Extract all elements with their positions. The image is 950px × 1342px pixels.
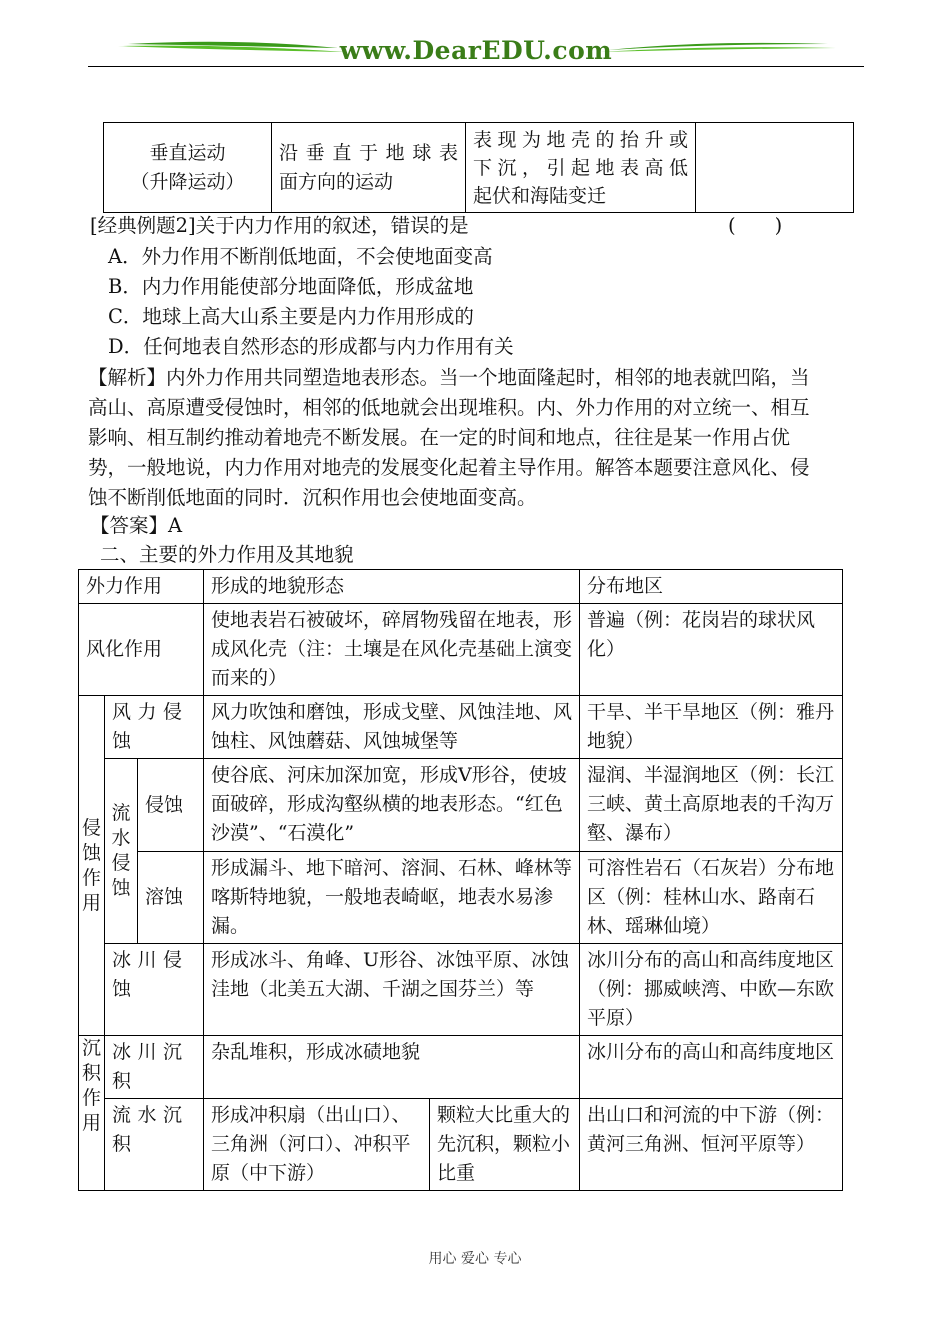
river-deposit-distribution: 出山口和河流的中下游（例：黄河三角洲、恒河平原等）: [580, 1099, 843, 1191]
external-forces-table: [78, 569, 843, 1191]
table-row: [79, 604, 843, 696]
table-row: [79, 944, 843, 1036]
analysis-line: 高山、高原遭受侵蚀时，相邻的低地就会出现堆积。内、外力作用的对立统一、相互: [88, 396, 810, 419]
glacier-deposit-text: 冰川沉积: [112, 1041, 182, 1092]
glacier-erosion-text: 冰川侵蚀: [112, 949, 182, 1000]
movement-type-cell: [104, 123, 272, 213]
option-a: A．外力作用不断削低地面，不会使地面变高: [108, 245, 493, 268]
table-row: [79, 759, 843, 852]
header-banner: [88, 30, 864, 70]
option-d: D．任何地表自然形态的形成都与内力作用有关: [108, 335, 514, 358]
analysis-line: 【解析】内外力作用共同塑造地表形态。当一个地面隆起时，相邻的地表就凹陷，当: [88, 366, 810, 389]
crustal-movement-table: [103, 122, 854, 213]
water-erosion-distribution: 湿润、半湿润地区（例：长江三峡、黄土高原地表的千沟万壑、瀑布）: [580, 759, 843, 852]
header-force: 外力作用: [79, 570, 204, 604]
section-title: 二、主要的外力作用及其地貌: [100, 543, 354, 566]
glacier-deposit-distribution: 冰川分布的高山和高纬度地区: [580, 1036, 843, 1099]
wind-erosion-landform: 风力吹蚀和磨蚀，形成戈壁、风蚀洼地、风蚀柱、风蚀蘑菇、风蚀城堡等: [204, 696, 580, 759]
page-footer: 用心 爱心 专心: [428, 1251, 522, 1267]
table-row: [79, 1099, 843, 1191]
header-rule: [88, 66, 864, 67]
movement-effect-line: 表现为地壳的抬升或: [473, 128, 688, 151]
glacier-erosion-landform: 形成冰斗、角峰、U形谷、冰蚀平原、冰蚀洼地（北美五大湖、千湖之国芬兰）等: [204, 944, 580, 1036]
dissolution-label: 溶蚀: [138, 852, 204, 944]
movement-direction-cell: [272, 123, 466, 213]
deposition-group-label: 沉积作用: [79, 1036, 105, 1191]
table-row: [79, 1036, 843, 1099]
movement-type-line: 垂直运动: [149, 141, 226, 164]
dissolution-distribution: 可溶性岩石（石灰岩）分布地区（例：桂林山水、路南石林、瑶琳仙境）: [580, 852, 843, 944]
river-deposit-note: 颗粒大比重大的先沉积，颗粒小比重: [430, 1099, 580, 1191]
glacier-deposit-label: [105, 1036, 204, 1099]
header-landform: 形成的地貌形态: [204, 570, 580, 604]
table-row: [104, 123, 854, 213]
water-erosion-label: 侵蚀: [138, 759, 204, 852]
answer-parenthesis: ( ): [728, 214, 783, 237]
weathering-distribution: 普遍（例：花岗岩的球状风化）: [580, 604, 843, 696]
option-c: C．地球上高大山系主要是内力作用形成的: [108, 305, 474, 328]
erosion-group-label: 侵蚀作用: [79, 696, 105, 1036]
weathering-label: 风化作用: [79, 604, 204, 696]
movement-effect-line: 下沉，引起地表高低: [473, 156, 688, 179]
analysis-line: 蚀不断削低地面的同时．沉积作用也会使地面变高。: [88, 486, 537, 509]
movement-direction-line: 面方向的运动: [279, 170, 394, 193]
site-logo-text: www.DearEDU.com: [339, 36, 613, 65]
table-row: [79, 852, 843, 944]
glacier-erosion-distribution: 冰川分布的高山和高纬度地区（例：挪威峡湾、中欧—东欧平原）: [580, 944, 843, 1036]
wind-erosion-distribution: 干旱、半干旱地区（例：雅丹地貌）: [580, 696, 843, 759]
movement-direction-line: 沿垂直于地球表: [279, 141, 458, 164]
movement-effect-line: 起伏和海陆变迁: [473, 184, 607, 207]
answer-line: 【答案】A: [90, 514, 183, 537]
glacier-deposit-landform: 杂乱堆积，形成冰碛地貌: [204, 1036, 580, 1099]
wind-erosion-text: 风力侵蚀: [112, 701, 182, 752]
analysis-line: 影响、相互制约推动着地壳不断发展。在一定的时间和地点，往往是某一作用占优: [88, 426, 791, 449]
river-deposit-text: 流水沉积: [112, 1104, 182, 1155]
header-distribution: 分布地区: [580, 570, 843, 604]
glacier-erosion-label: [105, 944, 204, 1036]
movement-effect-cell: [466, 123, 696, 213]
water-erosion-landform: 使谷底、河床加深加宽，形成V形谷，使坡面破碎，形成沟壑纵横的地表形态。“红色沙漠”、“石漠化”: [204, 759, 580, 852]
river-deposit-landform: 形成冲积扇（出山口）、三角洲（河口）、冲积平原（中下游）: [204, 1099, 430, 1191]
table-header-row: [79, 570, 843, 604]
water-erosion-group: 流水侵蚀: [105, 759, 138, 944]
example-question: [经典例题2]关于内力作用的叙述，错误的是: [90, 214, 469, 237]
empty-cell: [696, 123, 854, 213]
weathering-landform: 使地表岩石被破坏，碎屑物残留在地表，形成风化壳（注：土壤是在风化壳基础上演变而来的）: [204, 604, 580, 696]
river-deposit-label: [105, 1099, 204, 1191]
movement-type-line: （升降运动）: [130, 170, 245, 193]
wind-erosion-label: [105, 696, 204, 759]
dissolution-landform: 形成漏斗、地下暗河、溶洞、石林、峰林等喀斯特地貌，一般地表崎岖，地表水易渗漏。: [204, 852, 580, 944]
table-row: [79, 696, 843, 759]
analysis-line: 势，一般地说，内力作用对地壳的发展变化起着主导作用。解答本题要注意风化、侵: [88, 456, 810, 479]
option-b: B．内力作用能使部分地面降低，形成盆地: [108, 275, 474, 298]
